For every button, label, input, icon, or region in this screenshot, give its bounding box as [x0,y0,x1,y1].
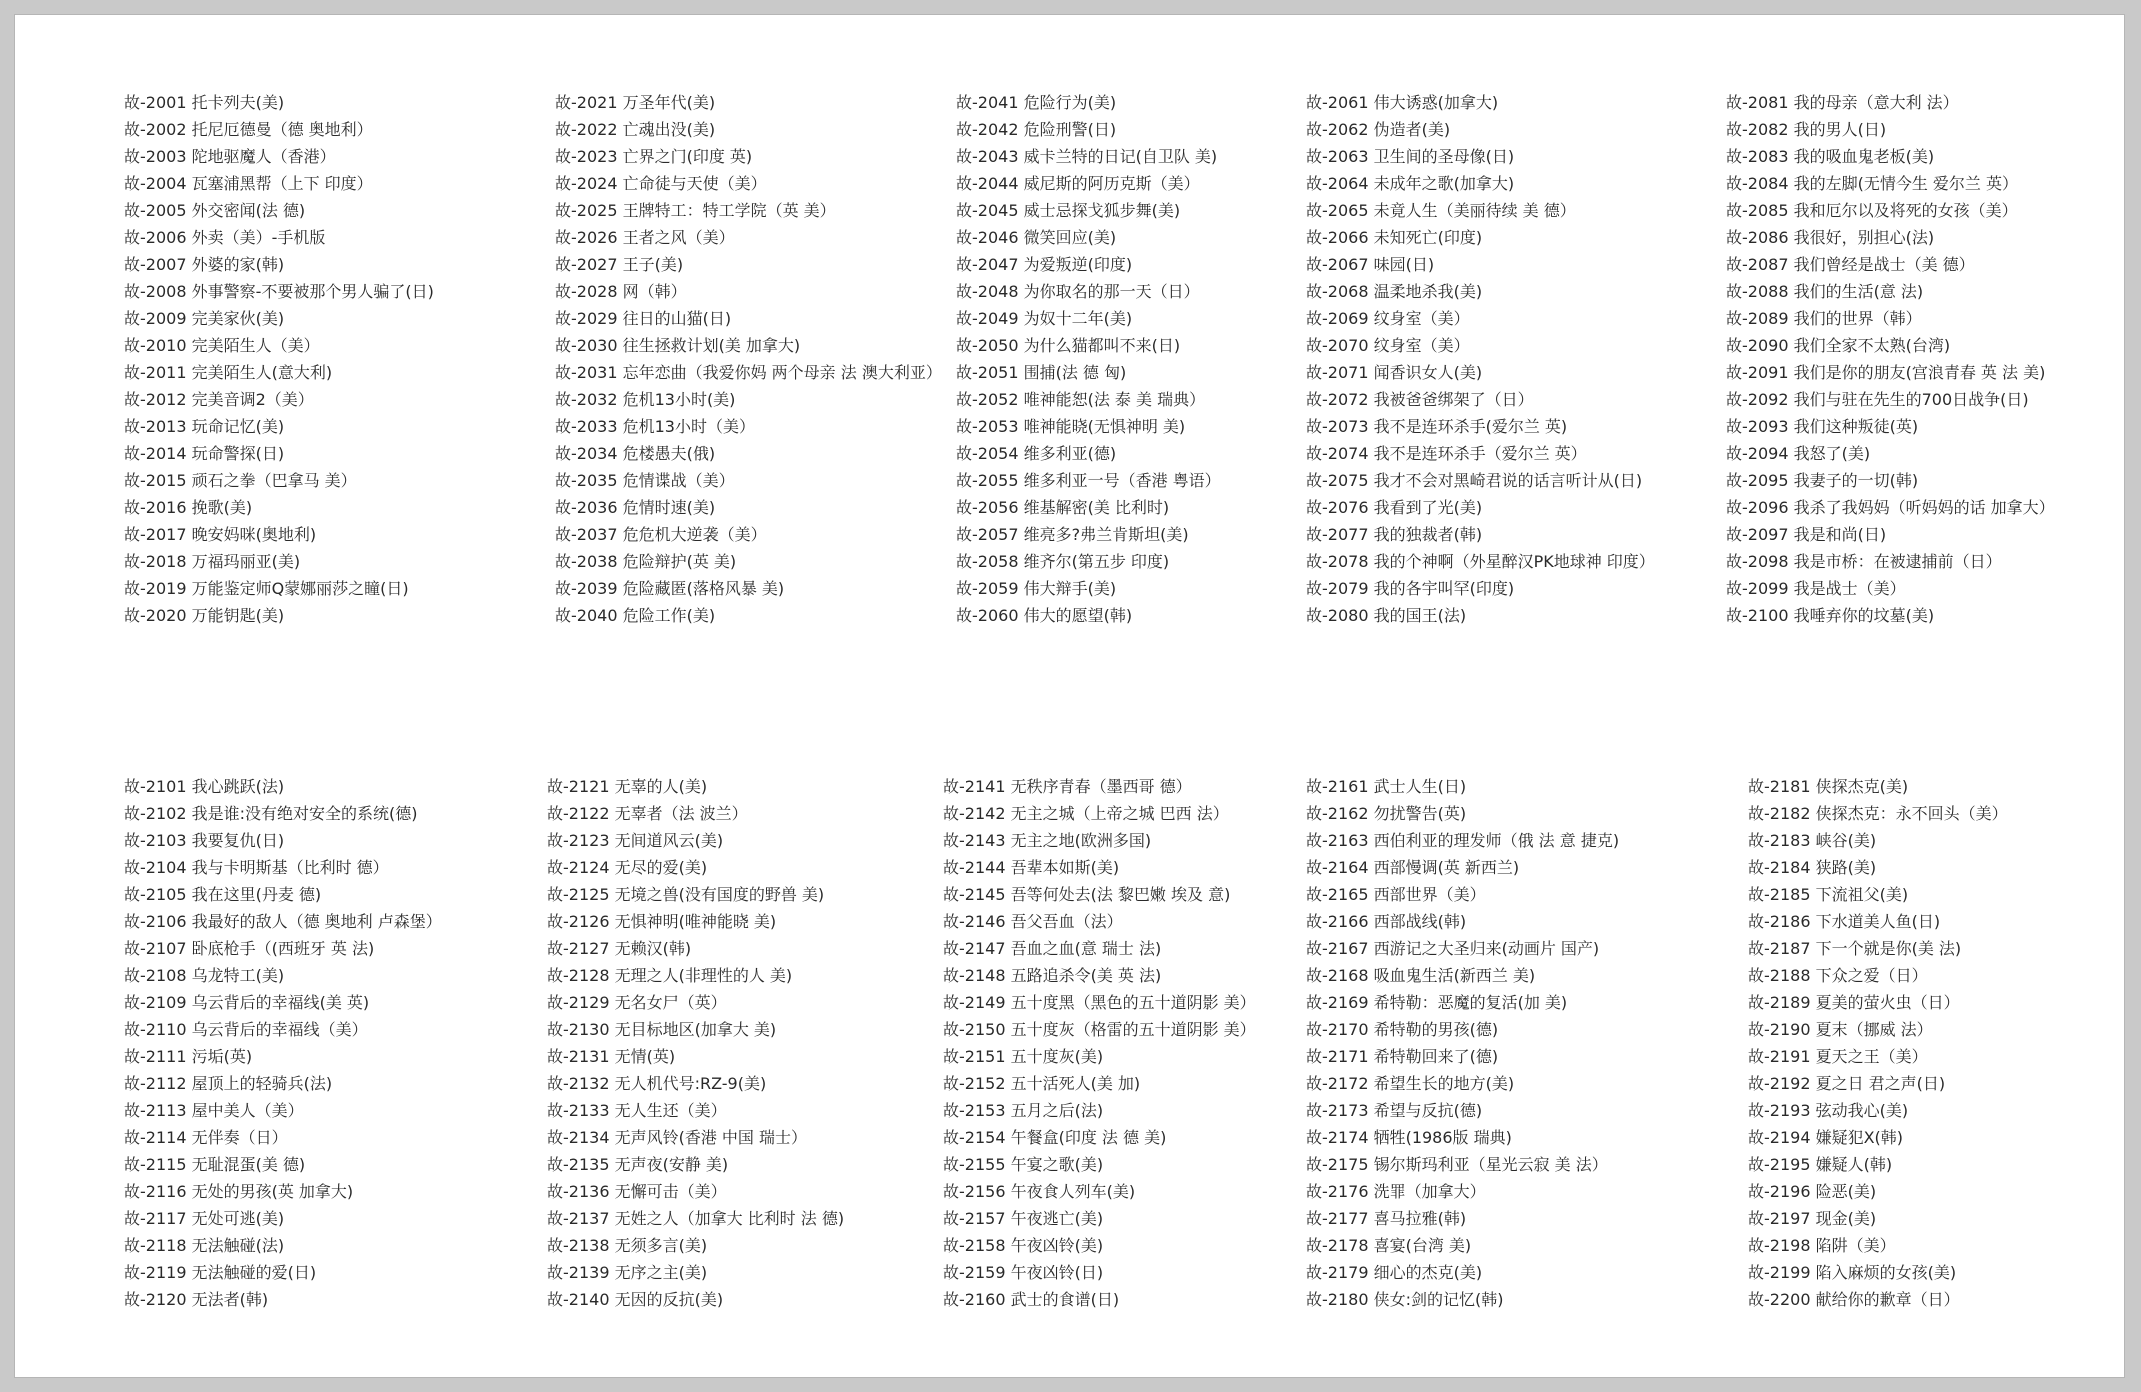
catalog-entry: 故-2015 顽石之拳（巴拿马 美） [124,471,357,490]
catalog-entry: 故-2154 午餐盒(印度 法 德 美) [943,1128,1167,1147]
catalog-entry: 故-2077 我的独裁者(韩) [1306,525,1483,544]
catalog-entry: 故-2006 外卖（美）-手机版 [124,228,326,247]
catalog-entry: 故-2162 勿扰警告(英) [1306,804,1467,823]
catalog-entry: 故-2062 伪造者(美) [1306,120,1451,139]
catalog-entry: 故-2080 我的国王(法) [1306,606,1467,625]
catalog-entry: 故-2189 夏美的萤火虫（日） [1748,993,1960,1012]
catalog-entry: 故-2041 危险行为(美) [956,93,1117,112]
catalog-entry: 故-2035 危情谍战（美） [555,471,735,490]
catalog-column [124,773,442,1313]
catalog-entry: 故-2158 午夜凶铃(美) [943,1236,1104,1255]
catalog-entry: 故-2097 我是和尚(日) [1726,525,1887,544]
catalog-entry: 故-2072 我被爸爸绑架了（日） [1306,390,1534,409]
catalog-entry: 故-2185 下流祖父(美) [1748,885,1909,904]
catalog-entry: 故-2073 我不是连环杀手(爱尔兰 英) [1306,417,1568,436]
catalog-entry: 故-2095 我妻子的一切(韩) [1726,471,1919,490]
catalog-entry: 故-2150 五十度灰（格雷的五十道阴影 美） [943,1020,1256,1039]
catalog-entry: 故-2004 瓦塞浦黑帮（上下 印度） [124,174,373,193]
catalog-entry: 故-2026 王者之风（美） [555,228,735,247]
catalog-entry: 故-2099 我是战士（美） [1726,579,1906,598]
catalog-entry: 故-2108 乌龙特工(美) [124,966,285,985]
catalog-entry: 故-2134 无声风铃(香港 中国 瑞士） [547,1128,807,1147]
catalog-entry: 故-2161 武士人生(日) [1306,777,1467,796]
catalog-entry: 故-2034 危楼愚夫(俄) [555,444,716,463]
catalog-entry: 故-2051 围捕(法 德 匈) [956,363,1127,382]
catalog-entry: 故-2137 无姓之人（加拿大 比利时 法 德) [547,1209,845,1228]
catalog-page [14,14,2125,1378]
catalog-entry: 故-2070 纹身室（美） [1306,336,1470,355]
catalog-entry: 故-2184 狭路(美) [1748,858,1877,877]
catalog-entry: 故-2048 为你取名的那一天（日） [956,282,1200,301]
catalog-entry: 故-2190 夏末（挪威 法） [1748,1020,1933,1039]
catalog-entry: 故-2125 无境之兽(没有国度的野兽 美) [547,885,825,904]
catalog-entry: 故-2143 无主之地(欧洲多国) [943,831,1152,850]
catalog-entry: 故-2109 乌云背后的幸福线(美 英) [124,993,370,1012]
catalog-entry: 故-2074 我不是连环杀手（爱尔兰 英） [1306,444,1587,463]
catalog-entry: 故-2013 玩命记忆(美) [124,417,285,436]
catalog-entry: 故-2167 西游记之大圣归来(动画片 国产) [1306,939,1600,958]
catalog-entry: 故-2066 未知死亡(印度) [1306,228,1483,247]
catalog-entry: 故-2188 下众之爱（日） [1748,966,1928,985]
catalog-entry: 故-2138 无须多言(美) [547,1236,708,1255]
catalog-column [1306,89,1655,629]
catalog-entry: 故-2142 无主之城（上帝之城 巴西 法） [943,804,1229,823]
catalog-entry: 故-2079 我的各宇叫罕(印度) [1306,579,1515,598]
catalog-entry: 故-2168 吸血鬼生活(新西兰 美) [1306,966,1536,985]
catalog-entry: 故-2025 王牌特工：特工学院（英 美） [555,201,836,220]
catalog-entry: 故-2028 网（韩） [555,282,687,301]
catalog-entry: 故-2105 我在这里(丹麦 德) [124,885,322,904]
catalog-entry: 故-2091 我们是你的朋友(宫浪青春 英 法 美) [1726,363,2046,382]
catalog-entry: 故-2192 夏之日 君之声(日) [1748,1074,1946,1093]
catalog-entry: 故-2135 无声夜(安静 美) [547,1155,729,1174]
catalog-entry: 故-2171 希特勒回来了(德) [1306,1047,1499,1066]
catalog-entry: 故-2023 亡界之门(印度 英) [555,147,753,166]
catalog-entry: 故-2083 我的吸血鬼老板(美) [1726,147,1935,166]
catalog-entry: 故-2122 无辜者（法 波兰） [547,804,748,823]
catalog-entry: 故-2002 托尼厄德曼（德 奥地利） [124,120,373,139]
catalog-entry: 故-2118 无法触碰(法) [124,1236,285,1255]
catalog-column [124,89,434,629]
catalog-entry: 故-2096 我杀了我妈妈（听妈妈的话 加拿大） [1726,498,2055,517]
catalog-entry: 故-2115 无耻混蛋(美 德) [124,1155,306,1174]
catalog-entry: 故-2084 我的左脚(无情今生 爱尔兰 英） [1726,174,2018,193]
catalog-entry: 故-2053 唯神能晓(无惧神明 美) [956,417,1186,436]
catalog-entry: 故-2069 纹身室（美） [1306,309,1470,328]
catalog-entry: 故-2078 我的个神啊（外星醉汉PK地球神 印度） [1306,552,1655,571]
catalog-column [943,773,1256,1313]
catalog-entry: 故-2110 乌云背后的幸福线（美） [124,1020,368,1039]
catalog-entry: 故-2127 无赖汉(韩) [547,939,692,958]
catalog-entry: 故-2104 我与卡明斯基（比利时 德） [124,858,389,877]
catalog-entry: 故-2145 吾等何处去(法 黎巴嫩 埃及 意) [943,885,1231,904]
catalog-column [1748,773,2008,1313]
catalog-entry: 故-2169 希特勒：恶魔的复活(加 美) [1306,993,1568,1012]
catalog-entry: 故-2101 我心跳跃(法) [124,777,285,796]
catalog-entry: 故-2113 屋中美人（美） [124,1101,304,1120]
catalog-entry: 故-2148 五路追杀令(美 英 法) [943,966,1162,985]
catalog-entry: 故-2063 卫生间的圣母像(日) [1306,147,1515,166]
catalog-entry: 故-2124 无尽的爱(美) [547,858,708,877]
catalog-entry: 故-2068 温柔地杀我(美) [1306,282,1483,301]
catalog-entry: 故-2087 我们曾经是战士（美 德） [1726,255,1975,274]
catalog-entry: 故-2111 污垢(英) [124,1047,253,1066]
catalog-entry: 故-2123 无间道风云(美) [547,831,724,850]
catalog-entry: 故-2022 亡魂出没(美) [555,120,716,139]
catalog-column [956,89,1221,629]
catalog-entry: 故-2092 我们与驻在先生的700日战争(日) [1726,390,2029,409]
catalog-entry: 故-2033 危机13小时（美） [555,417,755,436]
catalog-entry: 故-2064 未成年之歌(加拿大) [1306,174,1515,193]
catalog-entry: 故-2181 侠探杰克(美) [1748,777,1909,796]
catalog-entry: 故-2183 峡谷(美) [1748,831,1877,850]
catalog-entry: 故-2047 为爱叛逆(印度) [956,255,1133,274]
catalog-entry: 故-2129 无名女尸（英） [547,993,727,1012]
catalog-entry: 故-2147 吾血之血(意 瑞士 法) [943,939,1162,958]
catalog-entry: 故-2136 无懈可击（美） [547,1182,727,1201]
catalog-entry: 故-2177 喜马拉雅(韩) [1306,1209,1467,1228]
catalog-entry: 故-2011 完美陌生人(意大利) [124,363,333,382]
catalog-entry: 故-2046 微笑回应(美) [956,228,1117,247]
catalog-entry: 故-2141 无秩序青春（墨西哥 德） [943,777,1192,796]
catalog-entry: 故-2044 威尼斯的阿历克斯（美） [956,174,1200,193]
catalog-entry: 故-2061 伟大诱惑(加拿大) [1306,93,1499,112]
catalog-entry: 故-2172 希望生长的地方(美) [1306,1074,1515,1093]
catalog-entry: 故-2003 陀地驱魔人（香港） [124,147,336,166]
catalog-entry: 故-2029 往日的山猫(日) [555,309,732,328]
catalog-entry: 故-2170 希特勒的男孩(德) [1306,1020,1499,1039]
catalog-entry: 故-2121 无辜的人(美) [547,777,708,796]
catalog-entry: 故-2165 西部世界（美） [1306,885,1486,904]
catalog-entry: 故-2107 卧底枪手（(西班牙 英 法) [124,939,375,958]
catalog-entry: 故-2139 无序之主(美) [547,1263,708,1282]
catalog-entry: 故-2100 我唾弃你的坟墓(美) [1726,606,1935,625]
catalog-entry: 故-2050 为什么猫都叫不来(日) [956,336,1181,355]
catalog-entry: 故-2057 维亮多?弗兰肯斯坦(美) [956,525,1189,544]
catalog-entry: 故-2085 我和厄尔以及将死的女孩（美） [1726,201,2018,220]
catalog-entry: 故-2194 嫌疑犯X(韩) [1748,1128,1904,1147]
catalog-entry: 故-2098 我是市桥：在被逮捕前（日） [1726,552,2002,571]
catalog-entry: 故-2128 无理之人(非理性的人 美) [547,966,793,985]
catalog-entry: 故-2103 我要复仇(日) [124,831,285,850]
catalog-entry: 故-2090 我们全家不太熟(台湾) [1726,336,1951,355]
catalog-entry: 故-2037 危危机大逆袭（美） [555,525,767,544]
catalog-entry: 故-2119 无法触碰的爱(日) [124,1263,317,1282]
catalog-entry: 故-2018 万福玛丽亚(美) [124,552,301,571]
catalog-entry: 故-2008 外事警察-不要被那个男人骗了(日) [124,282,434,301]
catalog-entry: 故-2133 无人生还（美） [547,1101,727,1120]
catalog-entry: 故-2197 现金(美) [1748,1209,1877,1228]
catalog-entry: 故-2031 忘年恋曲（我爱你妈 两个母亲 法 澳大利亚） [555,363,942,382]
catalog-entry: 故-2130 无目标地区(加拿大 美) [547,1020,777,1039]
catalog-entry: 故-2020 万能钥匙(美) [124,606,285,625]
catalog-entry: 故-2126 无惧神明(唯神能晓 美) [547,912,777,931]
catalog-entry: 故-2132 无人机代号:RZ-9(美) [547,1074,767,1093]
catalog-entry: 故-2166 西部战线(韩) [1306,912,1467,931]
catalog-entry: 故-2156 午夜食人列车(美) [943,1182,1136,1201]
catalog-entry: 故-2114 无伴奏（日） [124,1128,288,1147]
catalog-entry: 故-2144 吾辈本如斯(美) [943,858,1120,877]
catalog-entry: 故-2131 无情(英) [547,1047,676,1066]
catalog-entry: 故-2040 危险工作(美) [555,606,716,625]
catalog-entry: 故-2160 武士的食谱(日) [943,1290,1120,1309]
catalog-entry: 故-2193 弦动我心(美) [1748,1101,1909,1120]
catalog-entry: 故-2055 维多利亚一号（香港 粤语） [956,471,1221,490]
catalog-entry: 故-2060 伟大的愿望(韩) [956,606,1133,625]
catalog-entry: 故-2163 西伯利亚的理发师（俄 法 意 捷克) [1306,831,1620,850]
catalog-entry: 故-2030 往生拯救计划(美 加拿大) [555,336,801,355]
catalog-entry: 故-2065 未竟人生（美丽待续 美 德） [1306,201,1576,220]
catalog-entry: 故-2182 侠探杰克：永不回头（美） [1748,804,2008,823]
catalog-entry: 故-2151 五十度灰(美) [943,1047,1104,1066]
catalog-entry: 故-2039 危险藏匿(落格风暴 美) [555,579,785,598]
catalog-entry: 故-2086 我很好，别担心(法) [1726,228,1935,247]
catalog-entry: 故-2075 我才不会对黑崎君说的话言听计从(日) [1306,471,1643,490]
catalog-entry: 故-2140 无因的反抗(美) [547,1290,724,1309]
catalog-entry: 故-2191 夏天之王（美） [1748,1047,1928,1066]
catalog-entry: 故-2052 唯神能恕(法 泰 美 瑞典） [956,390,1206,409]
catalog-entry: 故-2036 危情时速(美) [555,498,716,517]
catalog-entry: 故-2021 万圣年代(美) [555,93,716,112]
catalog-entry: 故-2149 五十度黑（黑色的五十道阴影 美） [943,993,1256,1012]
catalog-entry: 故-2088 我们的生活(意 法) [1726,282,1924,301]
catalog-entry: 故-2089 我们的世界（韩） [1726,309,1922,328]
catalog-entry: 故-2152 五十活死人(美 加) [943,1074,1141,1093]
catalog-entry: 故-2199 陷入麻烦的女孩(美) [1748,1263,1957,1282]
catalog-entry: 故-2196 险恶(美) [1748,1182,1877,1201]
catalog-entry: 故-2017 晚安妈咪(奥地利) [124,525,317,544]
catalog-entry: 故-2164 西部慢调(英 新西兰) [1306,858,1520,877]
catalog-entry: 故-2106 我最好的敌人（德 奥地利 卢森堡） [124,912,442,931]
catalog-entry: 故-2153 五月之后(法) [943,1101,1104,1120]
catalog-entry: 故-2200 献给你的歉章（日） [1748,1290,1960,1309]
catalog-entry: 故-2012 完美音调2（美） [124,390,314,409]
catalog-entry: 故-2045 威士忌探戈狐步舞(美) [956,201,1181,220]
catalog-entry: 故-2038 危险辩护(英 美) [555,552,737,571]
catalog-entry: 故-2159 午夜凶铃(日) [943,1263,1104,1282]
catalog-entry: 故-2187 下一个就是你(美 法) [1748,939,1962,958]
catalog-entry: 故-2024 亡命徒与天使（美） [555,174,767,193]
catalog-entry: 故-2093 我们这种叛徒(英) [1726,417,1919,436]
catalog-column [1306,773,1619,1313]
catalog-entry: 故-2009 完美家伙(美) [124,309,285,328]
catalog-entry: 故-2198 陷阱（美） [1748,1236,1896,1255]
catalog-entry: 故-2157 午夜逃亡(美) [943,1209,1104,1228]
catalog-entry: 故-2186 下水道美人鱼(日) [1748,912,1941,931]
catalog-entry: 故-2042 危险刑警(日) [956,120,1117,139]
catalog-entry: 故-2067 味园(日) [1306,255,1435,274]
catalog-entry: 故-2014 玩命警探(日) [124,444,285,463]
catalog-entry: 故-2016 挽歌(美) [124,498,253,517]
catalog-entry: 故-2112 屋顶上的轻骑兵(法) [124,1074,333,1093]
catalog-entry: 故-2082 我的男人(日) [1726,120,1887,139]
catalog-entry: 故-2178 喜宴(台湾 美) [1306,1236,1472,1255]
catalog-column [1726,89,2055,629]
catalog-entry: 故-2102 我是谁:没有绝对安全的系统(德) [124,804,418,823]
catalog-entry: 故-2180 侠女:剑的记忆(韩) [1306,1290,1504,1309]
catalog-entry: 故-2071 闻香识女人(美) [1306,363,1483,382]
catalog-entry: 故-2174 牺牲(1986版 瑞典) [1306,1128,1512,1147]
catalog-entry: 故-2195 嫌疑人(韩) [1748,1155,1893,1174]
catalog-entry: 故-2155 午宴之歌(美) [943,1155,1104,1174]
catalog-entry: 故-2120 无法者(韩) [124,1290,269,1309]
catalog-entry: 故-2059 伟大辩手(美) [956,579,1117,598]
catalog-entry: 故-2175 锡尔斯玛利亚（星光云寂 美 法） [1306,1155,1608,1174]
catalog-entry: 故-2027 王子(美) [555,255,684,274]
catalog-entry: 故-2058 维齐尔(第五步 印度) [956,552,1170,571]
catalog-entry: 故-2116 无处的男孩(英 加拿大) [124,1182,354,1201]
catalog-entry: 故-2001 托卡列夫(美) [124,93,285,112]
catalog-entry: 故-2117 无处可逃(美) [124,1209,285,1228]
catalog-entry: 故-2081 我的母亲（意大利 法） [1726,93,1959,112]
catalog-entry: 故-2043 威卡兰特的日记(自卫队 美) [956,147,1218,166]
catalog-entry: 故-2173 希望与反抗(德) [1306,1101,1483,1120]
catalog-entry: 故-2007 外婆的家(韩) [124,255,285,274]
catalog-entry: 故-2019 万能鉴定师Q蒙娜丽莎之瞳(日) [124,579,409,598]
catalog-entry: 故-2005 外交密闻(法 德) [124,201,306,220]
catalog-entry: 故-2176 洗罪（加拿大） [1306,1182,1486,1201]
catalog-entry: 故-2094 我怒了(美) [1726,444,1871,463]
catalog-entry: 故-2076 我看到了光(美) [1306,498,1483,517]
catalog-column [555,89,942,629]
catalog-entry: 故-2146 吾父吾血（法） [943,912,1123,931]
catalog-entry: 故-2054 维多利亚(德) [956,444,1117,463]
catalog-entry: 故-2010 完美陌生人（美） [124,336,320,355]
catalog-entry: 故-2179 细心的杰克(美) [1306,1263,1483,1282]
catalog-entry: 故-2056 维基解密(美 比利时) [956,498,1170,517]
catalog-column [547,773,844,1313]
catalog-entry: 故-2049 为奴十二年(美) [956,309,1133,328]
catalog-entry: 故-2032 危机13小时(美) [555,390,736,409]
